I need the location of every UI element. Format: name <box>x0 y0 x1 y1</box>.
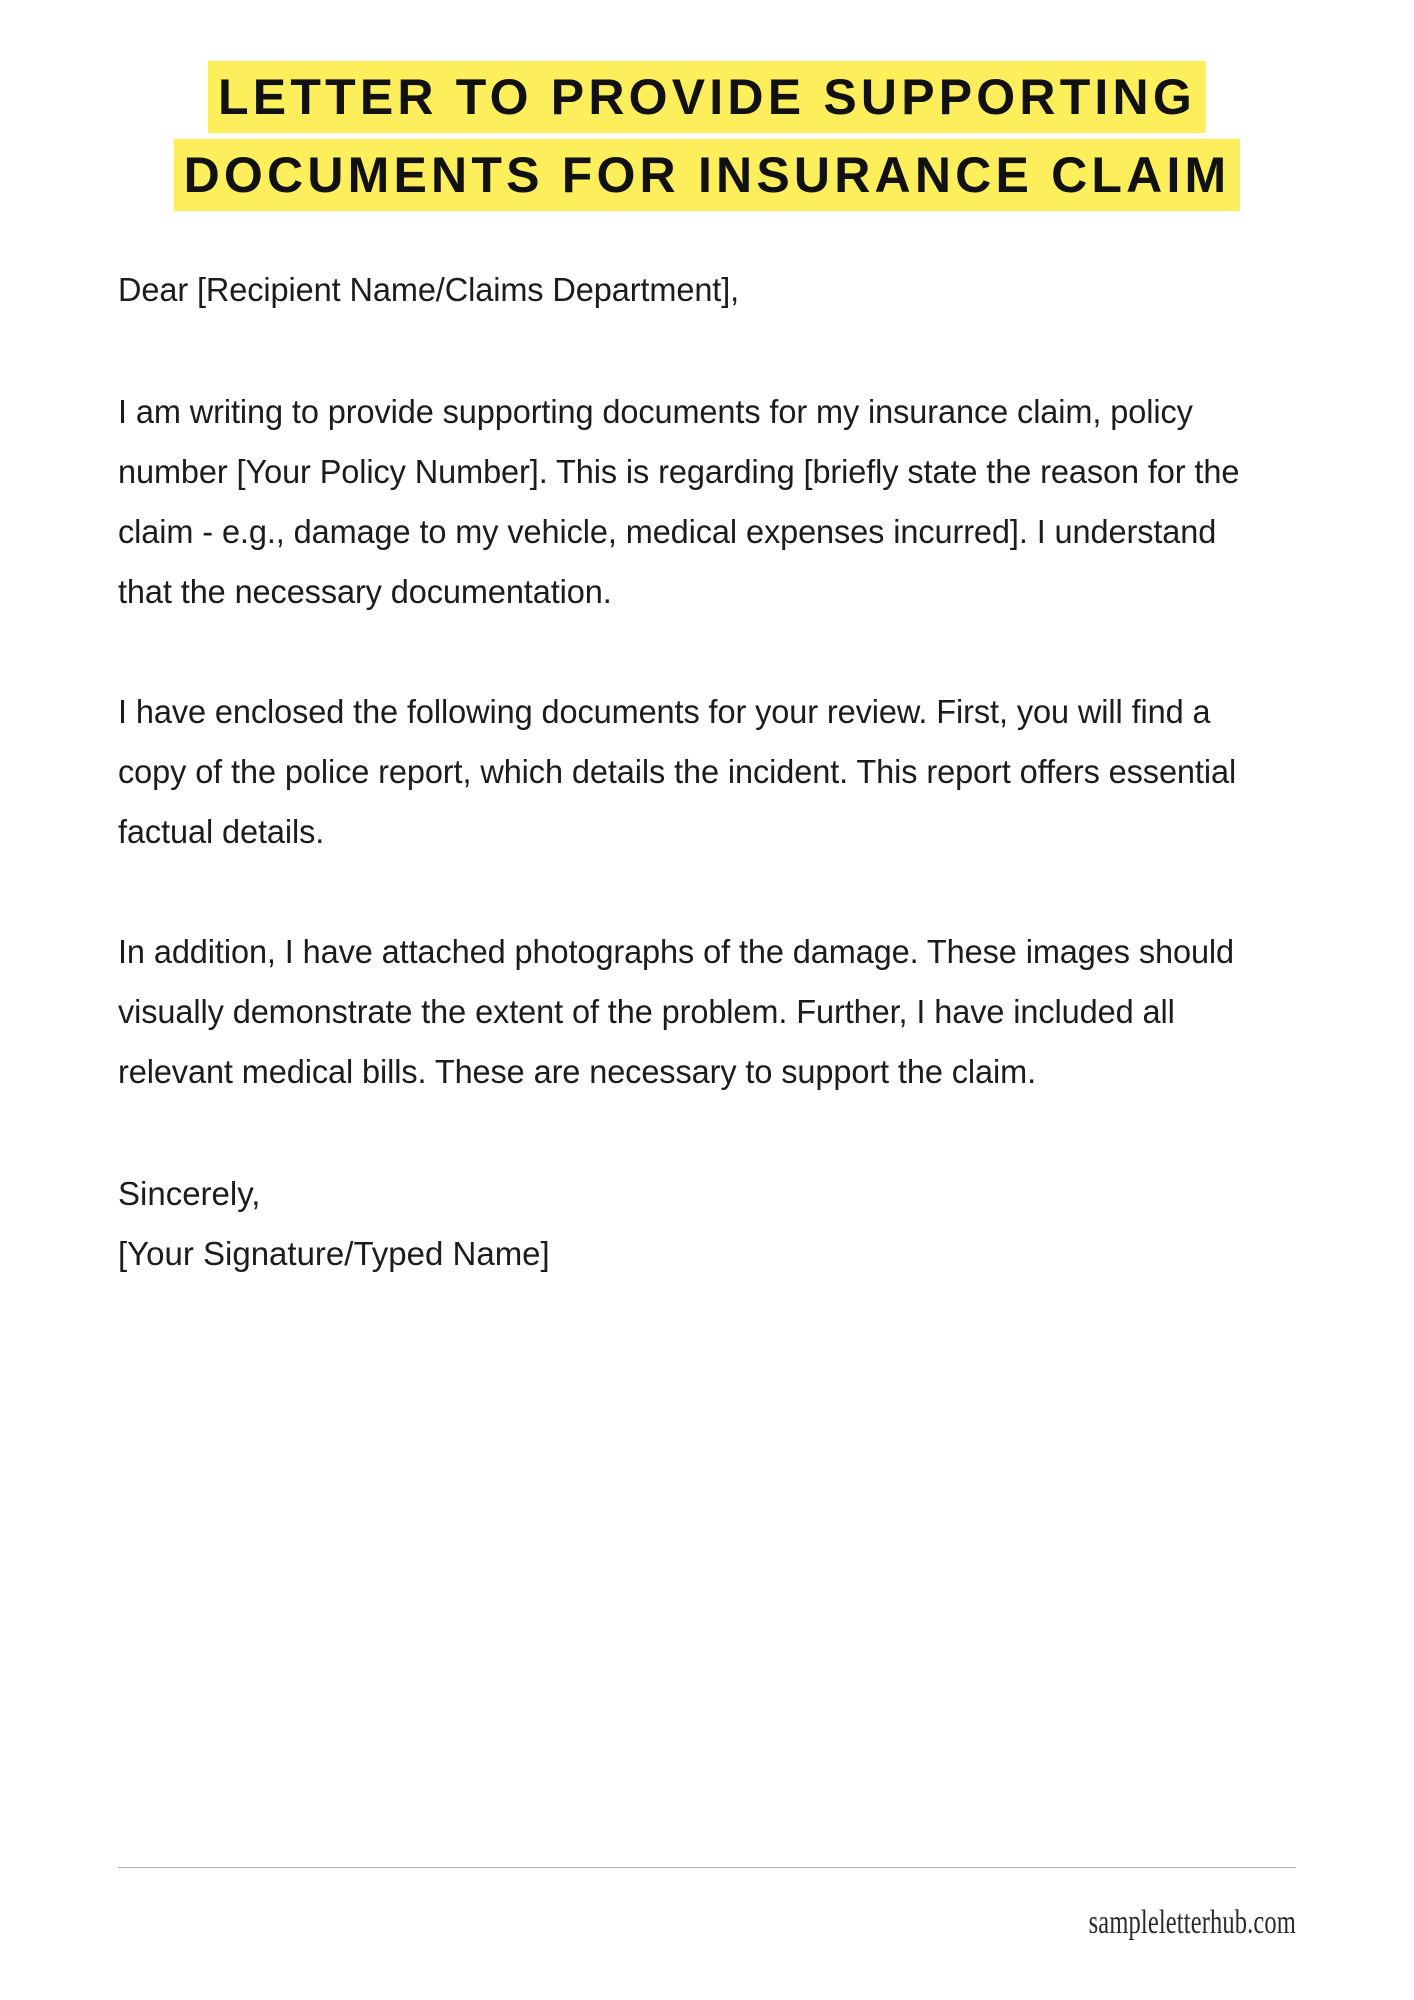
footer-brand-label: sampleletterhub.com <box>1088 1904 1296 1941</box>
letter-paragraph-1: I am writing to provide supporting documents for my insurance claim, policy number [Your Policy Number]. This is regarding [briefly state the reason for the claim - e.g., damage to my vehicle, medical expenses incurred]. I understand that the necessary documentation. <box>118 393 1240 610</box>
letter-paragraph-3: In addition, I have attached photographs of the damage. These images should visually demonstrate the extent of the problem. Further, I have included all relevant medical bills. These are necessary to support the claim. <box>118 933 1235 1090</box>
letter-closing-block <box>0 1164 1414 1284</box>
letter-body <box>0 214 1414 1102</box>
page-footer <box>118 1867 1296 1942</box>
letter-paragraph-2: I have enclosed the following documents for your review. First, you will find a copy of the police report, which details the incident. This report offers essential factual details. <box>118 693 1237 850</box>
letter-signature: [Your Signature/Typed Name] <box>118 1235 550 1272</box>
page-title-line-1: LETTER TO PROVIDE SUPPORTING <box>208 61 1206 133</box>
page-title <box>0 0 1414 214</box>
page-title-line-2: DOCUMENTS FOR INSURANCE CLAIM <box>174 139 1241 211</box>
footer-divider <box>118 1867 1296 1868</box>
letter-closing: Sincerely, <box>118 1175 261 1212</box>
letter-greeting: Dear [Recipient Name/Claims Department], <box>118 271 740 308</box>
